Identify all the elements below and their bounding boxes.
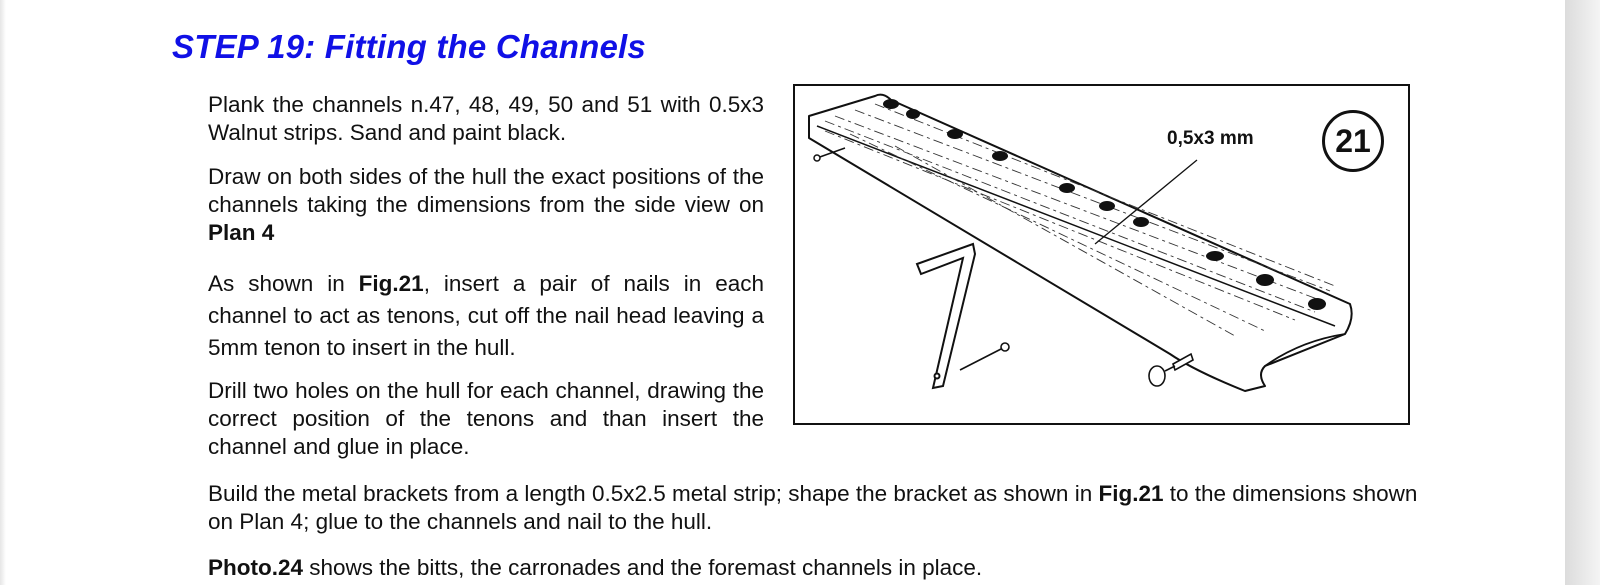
p6-post: shows the bitts, the carronades and the foremast channels in place. bbox=[303, 555, 983, 580]
paragraph-insert-nails bbox=[208, 268, 764, 364]
p5-post: to the dimensions shown on Plan 4; glue to the channels and nail to the hull. bbox=[208, 481, 1418, 534]
p2-bold: Plan 4 bbox=[208, 220, 275, 245]
p2-text: Draw on both sides of the hull the exact positions of the channels taking the dimensions from the side view on bbox=[208, 164, 764, 217]
step-title: STEP 19: Fitting the Channels bbox=[172, 28, 646, 65]
figure-number-badge: 21 bbox=[1322, 110, 1384, 172]
page-right-shadow bbox=[1565, 0, 1600, 585]
p5-pre: Build the metal brackets from a length 0.5x2.5 metal strip; shape the bracket as shown in bbox=[208, 481, 1099, 506]
nail-bottom bbox=[1149, 354, 1193, 386]
paragraph-drill-holes bbox=[208, 377, 764, 461]
p3-post: , insert a pair of nails in each channel to act as tenons, cut off the nail head leaving a 5mm tenon to insert in the hull. bbox=[208, 271, 765, 360]
p3-pre: As shown in bbox=[208, 271, 359, 296]
page-edge-shadow bbox=[0, 0, 6, 585]
channel-drawing bbox=[795, 86, 1408, 423]
p5-bold: Fig.21 bbox=[1098, 481, 1164, 506]
nail-bracket bbox=[960, 343, 1009, 370]
p3-bold: Fig.21 bbox=[358, 271, 424, 296]
paragraph-metal-brackets bbox=[208, 480, 1423, 536]
paragraph-plank-channels bbox=[208, 91, 764, 147]
p6-bold: Photo.24 bbox=[208, 555, 304, 580]
figure-21 bbox=[793, 84, 1410, 425]
channel-plank bbox=[809, 95, 1352, 391]
paragraph-draw-positions bbox=[208, 163, 764, 247]
channel-holes bbox=[883, 99, 1326, 310]
p1-text: Plank the channels n.47, 48, 49, 50 and 51 with 0.5x3 Walnut strips. Sand and paint black. bbox=[208, 92, 764, 145]
paragraph-photo-reference bbox=[208, 554, 1423, 582]
p4-text: Drill two holes on the hull for each channel, drawing the correct position of the tenons and than insert the channel and glue in place. bbox=[208, 378, 764, 459]
dimension-label: 0,5x3 mm bbox=[1167, 128, 1254, 149]
